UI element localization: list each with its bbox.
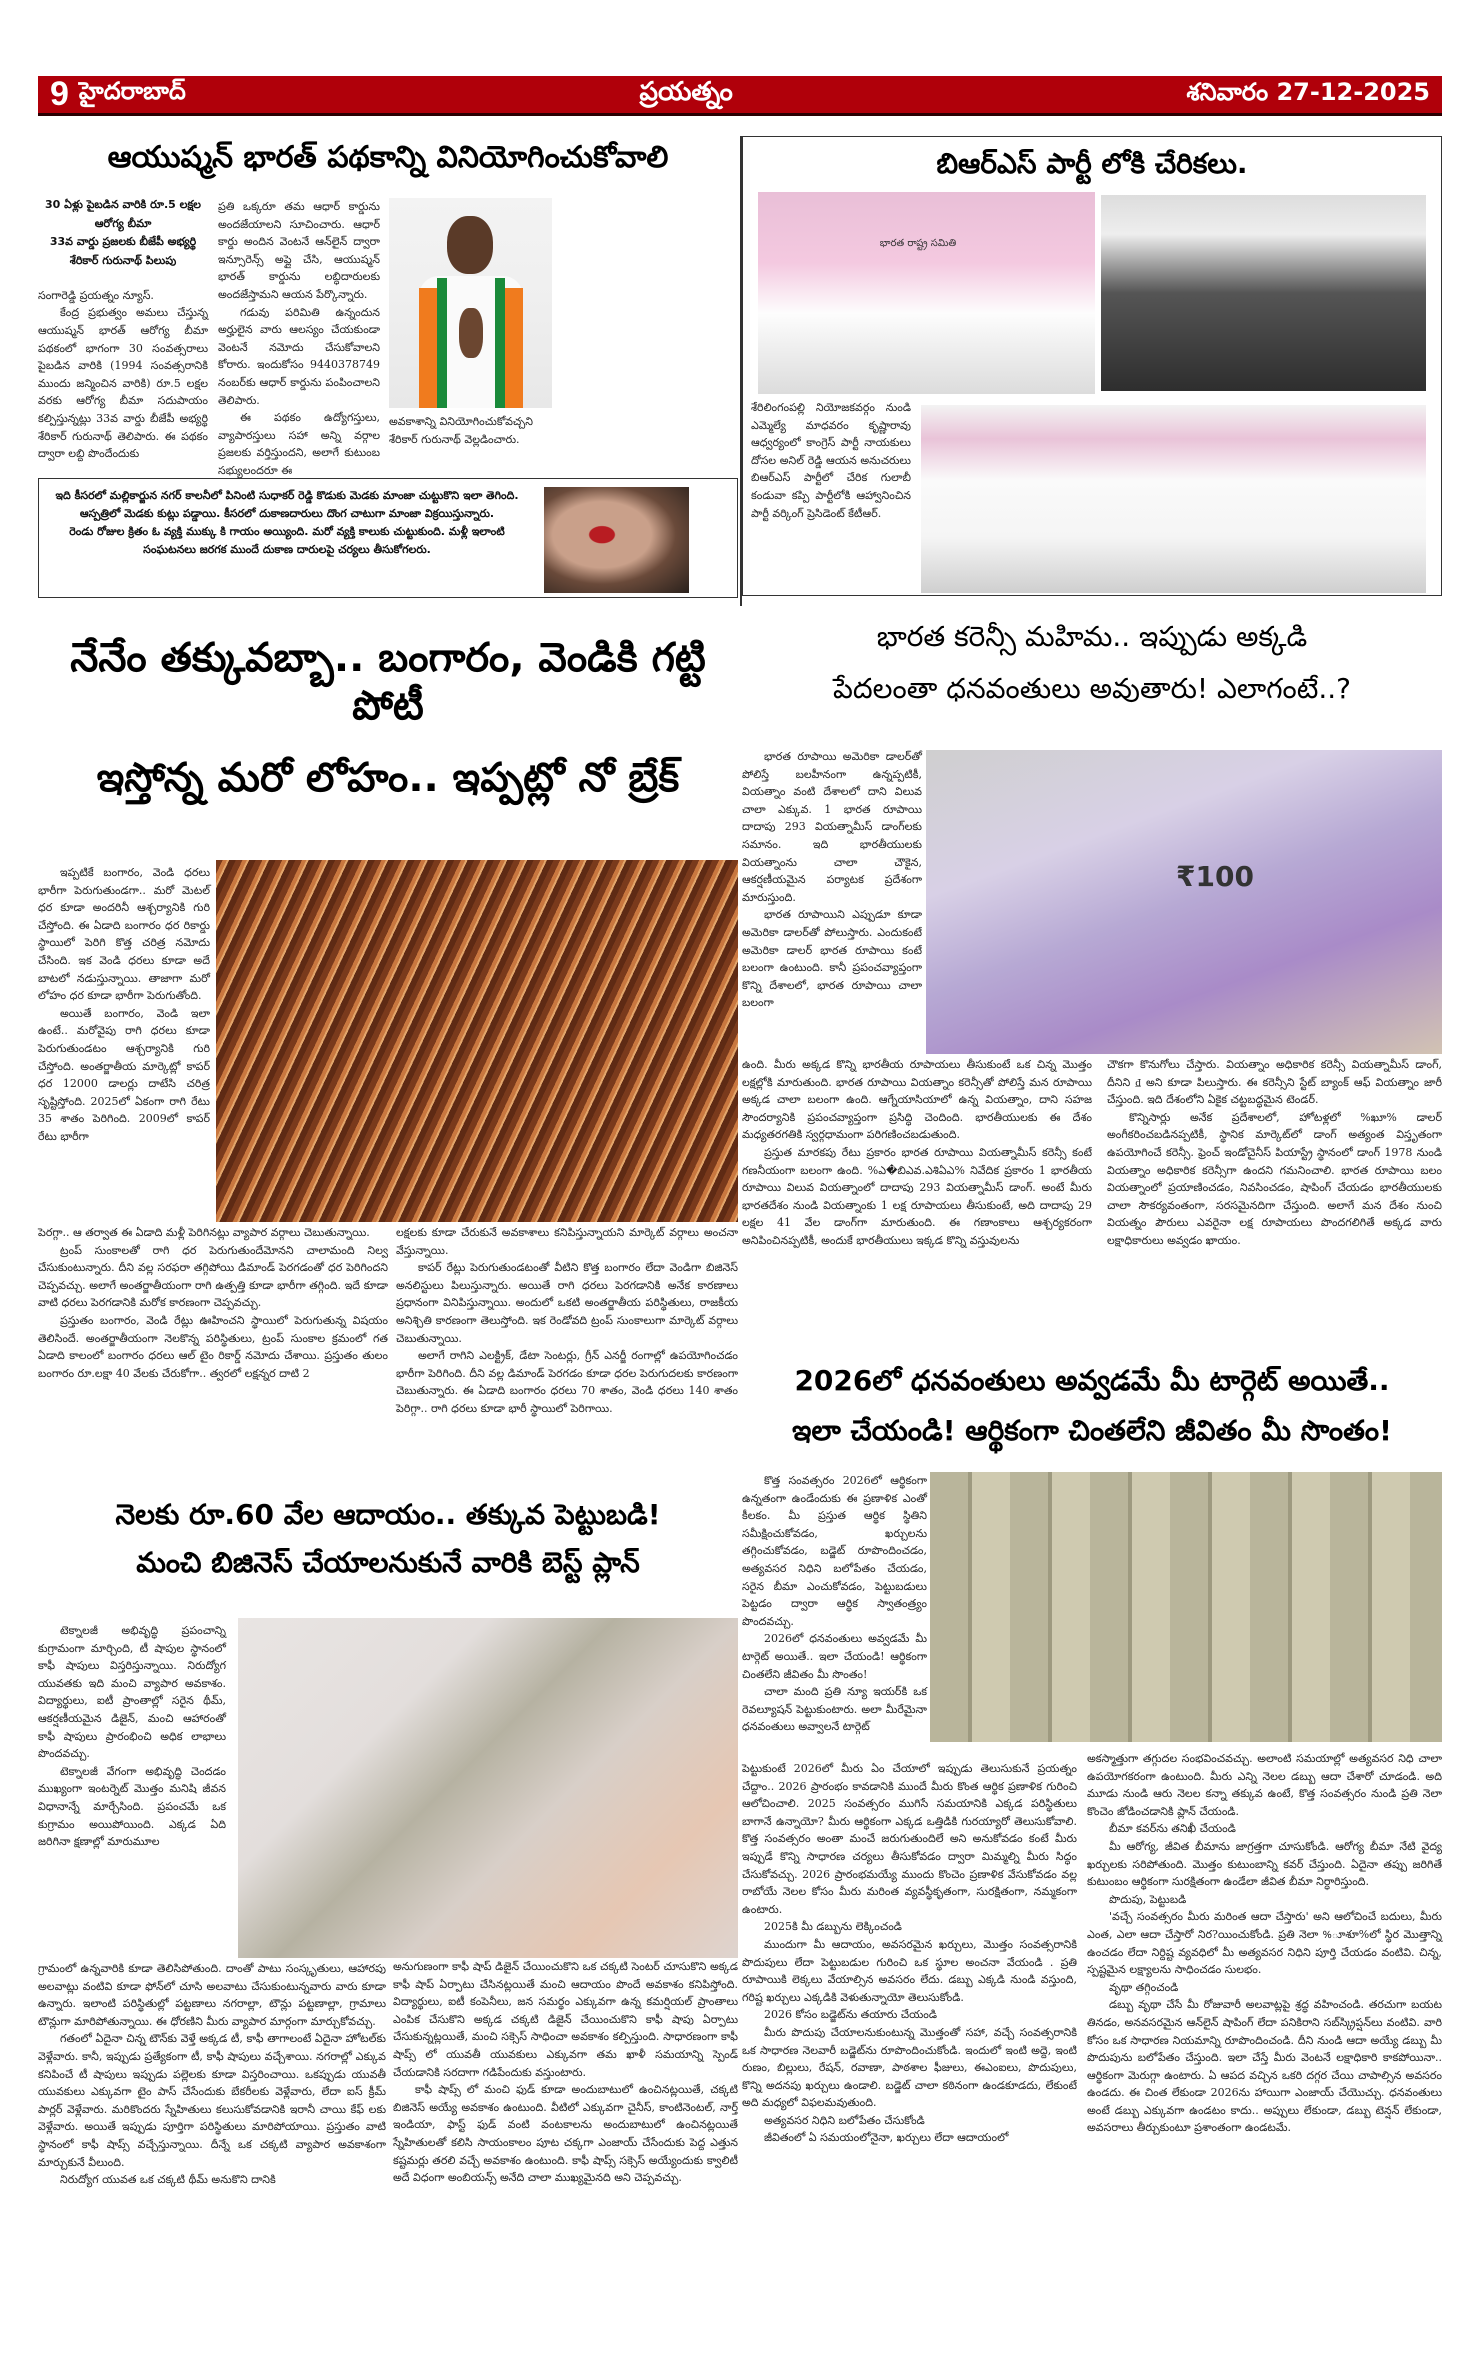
column-wide-right: లక్షలకు కూడా చేరుకునే అవకాశాలు కనిపిస్తున్నాయని మార్కెట్ వర్గాలు అంచనా వేస్తున్నాయి. కాపర్ రేట్లు పెరుగుతుండటంతో వీటిని కొత్త బంగారం లేదా వెండిగా బిజినెస్ అనలిస్టులు పిలుస్తున్నారు. అయితే రాగి ధరలు పెరగడానికి అనేక కారణాలు ప్రధానంగా వినిపిస్తున్నాయి. అందులో ఒకటి అంతర్జాతీయ పరిస్థితులు, రాజకీయ అనిశ్చితి కారణంగా తెలుస్తోంది. ఇక రెండోవది ట్రంప్ సుంకాలుగా మార్కెట్ వర్గాలు చెబుతున్నాయి. అలాగే రాగిని ఎలక్ట్రిక్, డేటా సెంటర్లు, గ్రీన్ ఎనర్జీ రంగాల్లో ఉపయోగించడం భారీగా పెరిగింది. దీని వల్ల డిమాండ్ పెరగడం కూడా ధరల పెరుగుదలకు కారణంగా చెబుతున్నారు. ఈ ఏడాది బంగారం ధరలు 70 శాతం, వెండి ధరలు 140 శాతం పెరిగ్గా.. రాగి ధరలు కూడా భారీ స్థాయిలో పెరిగాయి. xyxy=(396,1226,738,1415)
article-manja-box xyxy=(38,478,738,598)
article-currency xyxy=(742,608,1442,1348)
note-denomination: ₹100 xyxy=(1176,860,1254,893)
manja-text: ఇది కీసరలో మల్లికార్జున నగర్ కాలనీలో పినింటి సుధాకర్ రెడ్డి కొడుకు మెడకు మాంజా చుట్టుకొని ఇలా తెగింది. ఆస్పత్రిలో మెడకు కుట్లు పడ్డాయి. కీసరలో దుకాణదారులు దొంగ చాటుగా మాంజా విక్రయిస్తున్నారు. రెండు రోజుల క్రితం ఓ వ్యక్తి ముక్కు కి గాయం అయ్యింది. మరో వ్యక్తి కాలుకు చుట్టుకుంది. మళ్లీ ఇలాంటి సంఘటనలు జరగక ముందే దుకాణ దారులపై చర్యలు తీసుకోగలరు. xyxy=(55,489,519,557)
subhead-line: ఆరోగ్య బీమా xyxy=(94,216,152,230)
headline-line-2: ఇలా చేయండి! ఆర్థికంగా చింతలేని జీవితం మీ సొంతం! xyxy=(792,1413,1392,1447)
page-number: 9 xyxy=(50,75,69,113)
candidate-photo xyxy=(389,198,552,408)
subhead-line: 33వ వార్డు ప్రజలకు బీజేపీ అభ్యర్థి xyxy=(49,235,197,249)
copper-wire-photo xyxy=(216,860,738,1222)
masthead xyxy=(38,76,1442,116)
headline-line-2: మంచి బిజినెస్ చేయాలనుకునే వారికి బెస్ట్ ప్లాన్ xyxy=(136,1545,640,1579)
event-photo-3 xyxy=(921,405,1426,593)
headline-line-1: నెలకు రూ.60 వేల ఆదాయం.. తక్కువ పెట్టుబడి! xyxy=(115,1498,661,1531)
column-2: ప్రతి ఒక్కరూ తమ ఆధార్ కార్డును అందజేయాలని సూచించారు. ఆధార్ కార్డు అందిన వెంటనే ఆన్‌లైన్ ద్వారా ఇన్సూరెన్స్ అప్లై చేసి, ఆయుష్మన్ భారత్ కార్డును లబ్ధిదారులకు అందజేస్తామని ఆయన పేర్కొన్నారు. గడువు పరిమితి ఉన్నందున అర్హులైన వారు ఆలస్యం చేయకుండా వెంటనే నమోదు చేసుకోవాలని కోరారు. ఇందుకోసం 9440378749 నంబర్‌కు ఆధార్ కార్డును పంపించాలని తెలిపారు. ఈ పథకం ఉద్యోగస్తులు, వ్యాపారస్తులు సహా అన్ని వర్గాల ప్రజలకు వర్తిస్తుందని, అలాగే కుటుంబ సభ్యులందరూ ఈ xyxy=(218,200,380,477)
headline-line-1: భారత కరెన్సీ మహిమ.. ఇప్పుడు అక్కడి xyxy=(876,620,1308,653)
column-wide-right: అకస్మాత్తుగా తగ్గుదల సంభవించవచ్చు. అలాంటి సమయాల్లో అత్యవసర నిధి చాలా ఉపయోగకరంగా ఉంటుంది. మీరు ఎన్ని నెలల డబ్బు ఆదా చేశారో చూడండి. అది మూడు నుండి ఆరు నెలల కన్నా తక్కువ ఉంటే, కొత్త సంవత్సరం నుండి ప్రతి నెలా కొంచెం జోడించడానికి ప్లాన్ చేయండి. బీమా కవర్‌ను తనిఖీ చేయండి మీ ఆరోగ్య, జీవిత బీమాను జాగ్రత్తగా చూసుకోండి. ఆరోగ్య బీమా నేటి వైద్య ఖర్చులకు సరిపోతుంది. మొత్తం కుటుంబాన్ని కవర్ చేస్తుంది. ఏదైనా తప్పు జరిగితే కుటుంబం ఆర్థికంగా సురక్షితంగా ఉండేలా జీవిత బీమా నిర్ధారిస్తుంది. పొదుపు, పెట్టుబడి 'వచ్చే సంవత్సరం మీరు మరింత ఆదా చేస్తారు' అని ఆలోచించే బదులు, మీరు ఎంత, ఎలా ఆదా చేస్తారో నిర?యించుకోండి. ప్రతి నెలా %ూశూ%లో స్థిర మొత్తాన్ని ఉంచడం లేదా నిర్దిష్ట వ్యవధిలో మీ అత్యవసర నిధిని పూర్తి చేయడం వంటివి. చిన్న, స్పష్టమైన లక్ష్యాలను సాధించడం సులభం. వృథా తగ్గించండి డబ్బు వృథా చేసే మీ రోజువారీ అలవాట్లపై శ్రద్ధ వహించండి. తరచుగా బయట తినడం, అనవసరమైన ఆన్‌లైన్ షాపింగ్ లేదా పనికిరాని సబ్‌స్క్రిప్షన్‌లు వంటివి. వారి కోసం ఒక సాధారణ నియమాన్ని రూపొందించండి. దీని నుండి ఆదా అయ్యే డబ్బు మీ పొదుపును బలోపేతం చేస్తుంది. ఇలా చేస్తే మీరు వెంటనే లక్షాధికారి కాకపోయినా.. ఆర్థికంగా మెరుగ్గా ఉంటారు. ఏ ఆపద వచ్చిన ఒకరి దగ్గర చేయి చాపాల్సిన అవసరం ఉండదు. ఈ చింత లేకుండా 2026ను హాయిగా ఎంజాయ్ చేయొచ్చు. ధనవంతులు అంటే డబ్బు ఎక్కువగా ఉండటం కాదు.. అప్పులు లేకుండా, డబ్బు టెన్షన్ లేకుండా, అవసరాలు తీర్చుకుంటూ ప్రశాంతంగా ఉండటమే. xyxy=(1087,1752,1442,2135)
column-wide-right: చౌకగా కొనుగోలు చేస్తారు. వియత్నాం అధికారిక కరెన్సీ వియత్నామీస్ డాంగ్, దీనిని ₫ అని కూడా పిలుస్తారు. ఈ కరెన్సీని స్టేట్ బ్యాంక్ ఆఫ్ వియత్నాం జారీ చేస్తుంది. ఇది దేశంలోని ఏకైక చట్టబద్ధమైన టెండర్. కొన్నిసార్లు అనేక ప్రదేశాలలో, హోటళ్లలో %ఖూ% డాలర్ అంగీకరించబడినప్పటికీ, స్థానిక మార్కెట్‌లో డాంగ్ అత్యంత విస్తృతంగా ఉపయోగించే కరెన్సీ. ఫ్రెంచ్ ఇండోచైనీస్ పియాస్ట్రే స్థానంలో డాంగ్ 1978 నుండి వియత్నాం అధికారిక కరెన్సీగా ఉందని గమనించాలి. భారత రూపాయి బలం వియత్నాంలో ప్రయాణించడం, నివసించడం, షాపింగ్ చేయడం భారతీయులకు చాలా సౌకర్యవంతంగా, సరసమైనదిగా చేస్తుంది. అలాగే మన దేశం నుంచి వియత్నం పౌరులు ఎవరైనా లక్ష రూపాయలు పొందగలిగితే అక్కడ వారు లక్షాధికారులు అవ్వడం ఖాయం. xyxy=(1107,1058,1442,1247)
column-left: భారత రూపాయి అమెరికా డాలర్‌తో పోలిస్తే బలహీనంగా ఉన్నప్పటికీ, వియత్నాం వంటి దేశాలలో దాని విలువ చాలా ఎక్కువ. 1 భారత రూపాయి దాదాపు 293 వియత్నామీస్ డాంగ్‌లకు సమానం. ఇది భారతీయులకు వియత్నాంను చాలా చౌకైన, ఆకర్షణీయమైన పర్యాటక ప్రదేశంగా మారుస్తుంది. భారత రూపాయిని ఎప్పుడూ కూడా అమెరికా డాలర్‌తో పోలుస్తారు. ఎందుకంటే అమెరికా డాలర్ భారత రూపాయి కంటే బలంగా ఉంటుంది. కానీ ప్రపంచవ్యాప్తంగా కొన్ని దేశాలలో, భారత రూపాయి చాలా బలంగా xyxy=(742,750,922,1010)
photo-caption: అవకాశాన్ని వినియోగించుకోవచ్చని శేరికార్ గురునాథ్ వెల్లడించారు. xyxy=(389,415,533,446)
column-left: టెక్నాలజీ అభివృద్ధి ప్రపంచాన్ని కుగ్రామంగా మార్చింది, టీ షాపుల స్థానంలో కాఫీ షాపులు విస్తరిస్తున్నాయి. నిరుద్యోగ యువతకు ఇది మంచి వ్యాపార అవకాశం. విద్యార్థులు, ఐటీ ప్రాంతాల్లో సరైన థీమ్, ఆకర్షణీయమైన డిజైన్, మంచి ఆహారంతో కాఫీ షాపులు ప్రారంభించి అధిక లాభాలు పొందవచ్చు. టెక్నాలజీ వేగంగా అభివృద్ధి చెందడం ముఖ్యంగా ఇంటర్నెట్ మొత్తం మనిషి జీవన విధానాన్నే మార్చేసింది. ప్రపంచమే ఒక కుగ్రామం అయిపోయింది. ఎక్కడ ఏది జరిగినా క్షణాల్లో మారుమూల xyxy=(38,1624,226,1849)
article-target-2026 xyxy=(742,1360,1442,2360)
subhead-line: 30 ఏళ్లు పైబడిన వారికి రూ.5 లక్షల xyxy=(44,198,201,211)
cash-in-hand-photo xyxy=(238,1618,738,1958)
headline-line-1: నేనేం తక్కువబ్బా.. బంగారం, వెండికి గట్టి పోటీ xyxy=(70,635,706,729)
article-coffee-shop xyxy=(38,1490,738,2360)
headline-line-2: ఇస్తోన్న మరో లోహం.. ఇప్పట్లో నో బ్రేక్ xyxy=(96,755,680,801)
body-text: కేంద్ర ప్రభుత్వం అమలు చేస్తున్న ఆయుష్మన్ భారత్ ఆరోగ్య బీమా పథకంలో భాగంగా 30 సంవత్సరాలు పైబడిన వారికి (1994 సంవత్సరానికి ముందు జన్మించిన వారికి) రూ.5 లక్షల వరకు ఆరోగ్య బీమా సదుపాయం కల్పిస్తున్నట్లు 33వ వార్డు బీజేపీ అభ్యర్థి శేరికార్ గురునాథ్ తెలిపారు. ఈ పథకం ద్వారా లబ్ది పొందేందుకు xyxy=(38,306,208,461)
dateline: సంగారెడ్డి ప్రయత్నం న్యూస్. xyxy=(38,288,154,302)
column-wide-left: గ్రామంలో ఉన్నవారికి కూడా తెలిసిపోతుంది. దాంతో పాటు సంస్కృతులు, ఆహారపు అలవాట్లు వంటివి కూడా ఫోన్‌లో చూసి అలవాటు చేసుకుంటున్నవారు వారు కూడా ఉన్నారు. ఇలాంటి పరిస్థితుల్లో పట్టణాలు నగరాల్లా, టౌన్లు పట్టణాల్లా, గ్రామాలు టౌన్లుగా మారిపోతున్నాయి. ఈ ధోరణిని మీరు వ్యాపార మార్గంగా మార్చుకోవచ్చు. గతంలో ఏదైనా చిన్న టౌన్‌కు వెళ్తే అక్కడ టీ, కాఫీ తాగాలంటే ఏదైనా హోటల్‌కు వెళ్లేవారు. కానీ, ఇప్పుడు ప్రత్యేకంగా టీ, కాఫీ షాపులు వచ్చేశాయి. నగరాల్లో ఎక్కువ కనిపించే టీ షాపులు ఇప్పుడు పల్లెలకు కూడా విస్తరించాయి. ఒకప్పుడు యువతీ యువకులు ఎక్కువగా టైం పాస్ చేసేందుకు బేకరీలకు వెళ్లేవారు, లేదా ఐస్ క్రీమ్ పార్లర్ వెళ్లేవారు. మరికొందరు స్నేహితులు కలుసుకోవడానికి ఇరానీ చాయి కేఫ్ లకు వెళ్లేవారు. అయితే ఇప్పుడు పూర్తిగా పరిస్థితులు మారిపోయాయి. ప్రస్తుతం వాటి స్థానంలో కాఫీ షాప్స్ వచ్చేస్తున్నాయి. దీన్నే ఒక చక్కటి వ్యాపార అవకాశంగా మార్చుకునే వీలుంది. నిరుద్యోగ యువత ఒక చక్కటి థీమ్ అనుకొని దానికి xyxy=(38,1962,386,2187)
injury-photo xyxy=(544,487,689,593)
event-photo-2 xyxy=(1101,195,1426,391)
headline-line-2: పేదలంతా ధనవంతులు అవుతారు! ఎలాగంటే..? xyxy=(832,671,1352,705)
edition-city: హైదరాబాద్ xyxy=(78,78,186,105)
headline-line-1: 2026లో ధనవంతులు అవ్వడమే మీ టార్గెట్ అయితే.. xyxy=(794,1364,1390,1397)
page-number-edition xyxy=(50,75,186,114)
headline: బిఆర్ఎస్ పార్టీ లోకి చేరికలు. xyxy=(936,147,1248,180)
column-left: కొత్త సంవత్సరం 2026లో ఆర్థికంగా ఉన్నతంగా ఉండేందుకు ఈ ప్రణాళిక ఎంతో కీలకం. మీ ప్రస్తుత ఆర్థిక స్థితిని సమీక్షించుకోవడం, ఖర్చులను తగ్గించుకోవడం, బడ్జెట్ రూపొందించడం, అత్యవసర నిధిని బలోపేతం చేయడం, సరైన బీమా ఎంచుకోవడం, పెట్టుబడులు పెట్టడం ద్వారా ఆర్థిక స్వాతంత్ర్యం పొందవచ్చు. 2026లో ధనవంతులు అవ్వడమే మీ టార్గెట్ అయితే.. ఇలా చేయండి! ఆర్థికంగా చింతలేని జీవితం మీ సొంతం! చాలా మంది ప్రతి న్యూ ఇయర్‌కి ఒక రెవల్యూషన్ పెట్టుకుంటారు. అలా మీరేమైనా ధనవంతులు అవ్వాలనే టార్గెట్ xyxy=(742,1474,927,1734)
subhead-line: శేరికార్ గురునాథ్ పిలుపు xyxy=(69,254,177,268)
caption: శేరిలింగంపల్లి నియోజకవర్గం నుండి ఎమ్మెల్యే మాధవరం కృష్ణారావు ఆధ్వర్యంలో కాంగ్రెస్ పార్టీ నాయకులు దోసల అనిల్ రెడ్డి ఆయన అనుచరులు బిఆర్ఎస్ పార్టీలో చేరిక గులాబీ కండువా కప్పి పార్టీలోకి ఆహ్వానించిన పార్టీ వర్కింగ్ ప్రెసిడెంట్ కేటీఆర్. xyxy=(751,401,911,520)
cash-bundles-photo xyxy=(930,1472,1442,1742)
column-wide-left: పెరగ్గా.. ఆ తర్వాత ఈ ఏడాది మళ్లీ పెరిగినట్లు వ్యాపార వర్గాలు చెబుతున్నాయి. ట్రంప్ సుంకాలతో రాగి ధర పెరుగుతుందేమోనని చాలామంది నిల్వ చేసుకుంటున్నారు. దీని వల్ల సరఫరా తగ్గిపోయి డిమాండ్ పెరగడంతో ధర పెరిగిందని చెప్పవచ్చు. అలాగే అంతర్జాతీయంగా రాగి ఉత్పత్తి కూడా భారీగా తగ్గింది. ఇదే కూడా వాటి ధరలు పెరగడానికి మరోక కారణంగా చెప్పవచ్చు. ప్రస్తుతం బంగారం, వెండి రేట్లు ఊహించని స్థాయిలో పెరుగుతున్న విషయం తెలిసిందే. అంతర్జాతీయంగా నెలకొన్న పరిస్థితులు, ట్రంప్ సుంకాల క్రమంలో గత ఏడాది కాలంలో బంగారం ధరలు ఆల్ టైం రికార్డ్ నమోదు చేశాయి. ప్రస్తుతం తులం బంగారం రూ.లక్షా 40 వేలకు చేరుకోగా.. త్వరలో లక్షన్నర దాటి 2 xyxy=(38,1226,388,1380)
article-brs-box xyxy=(742,136,1442,596)
column-wide-left: పెట్టుకుంటే 2026లో మీరు ఏం చేయాలో ఇప్పుడు తెలుసుకునే ప్రయత్నం చేద్దాం.. 2026 ప్రారంభం కావడానికి ముందే మీరు కొంత ఆర్థిక ప్రణాళిక గురించి ఆలోచించాలి. 2025 సంవత్సరం ముగిసే సమయానికి ఎక్కడ పరిస్థితులు బాగానే ఉన్నాయో? మీరు ఆర్థికంగా ఎక్కడ ఒత్తిడికి గురయ్యారో తెలుసుకోవాలి. కొత్త సంవత్సరం అంతా మంచే జరుగుతుందిలే అని అనుకోవడం కంటే మీరు ఇప్పుడే కొన్ని సాధారణ చర్యలు తీసుకోవడం ద్వారా మిమ్మల్ని మీరు సిద్ధం చేసుకోవచ్చు. 2026 ప్రారంభమయ్యే ముందు కొంచెం ప్రణాళిక వేసుకోవడం వల్ల రాబోయే నెలల కోసం మీరు మరింత వ్యవస్థీకృతంగా, సురక్షితంగా, నమ్మకంగా ఉంటారు. 2025కి మీ డబ్బును లెక్కించండి ముందుగా మీ ఆదాయం, అవసరమైన ఖర్చులు, మొత్తం సంవత్సరానికి పొదుపులు లేదా పెట్టుబడుల గురించి ఒక స్థూల అంచనా వేయండి . ప్రతి రూపాయికి లెక్కలు వేయాల్సిన అవసరం లేదు. డబ్బు ఎక్కడి నుండి వస్తుంది, గరిష్ట ఖర్చులు ఎక్కడికి వెళుతున్నాయో తెలుసుకోండి. 2026 కోసం బడ్జెట్‌ను తయారు చేయండి మీరు పొదుపు చేయాలనుకుంటున్న మొత్తంతో సహా, వచ్చే సంవత్సరానికి ఒక సాధారణ నెలవారీ బడ్జెట్‌ను రూపొందించుకోండి. ఇందులో ఇంటి అద్దె, ఇంటి రుణం, బిల్లులు, రేషన్, రవాణా, పాఠశాల ఫీజులు, ఈఎంఐలు, పొదుపులు, కొన్ని అదనపు ఖర్చులు ఉండాలి. బడ్జెట్ చాలా కఠినంగా ఉండకూడదు, లేకుంటే అది మధ్యలో విఫలమవుతుంది. అత్యవసర నిధిని బలోపేతం చేసుకోండి జీవితంలో ఏ సమయంలోనైనా, ఖర్చులు లేదా ఆదాయంలో xyxy=(742,1762,1077,2145)
column-wide-right: అనుగుణంగా కాఫీ షాప్ డిజైన్ చేయించుకొని ఒక చక్కటి సెంటర్ చూసుకొని అక్కడ కాఫీ షాప్ ఏర్పాటు చేసినట్లయితే మంచి ఆదాయం పొందే అవకాశం కనిపిస్తోంది. విద్యార్థులు, ఐటీ కంపెనీలు, జన సమర్థం ఎక్కువగా ఉన్న కమర్షియల్ ప్రాంతాలు ఎంపిక చేసుకొని అక్కడ చక్కటి డిజైన్ చేయించుకొని కాఫీ షాపు ఏర్పాటు చేసుకున్నట్లయితే, మంచి సక్సెస్ సాధించా అవకాశం కల్పిస్తుంది. సాధారణంగా కాఫీ షాప్స్ లో యువతీ యువకులు ఎక్కువగా తమ ఖాళీ సమయాన్ని స్పెండ్ చేయడానికి సరదాగా గడిపేందుకు వస్తుంటారు. కాఫీ షాప్స్ లో మంచి ఫుడ్ కూడా అందుబాటులో ఉంచినట్లయితే, చక్కటి బిజినెస్ అయ్యే అవకాశం ఉంటుంది. వీటిలో ఎక్కువగా చైనీస్, కాంటినెంటల్, నార్త్ ఇండియా, ఫాస్ట్ ఫుడ్ వంటి వంటకాలను అందుబాటులో ఉంచినట్లయితే స్నేహితులతో కలిసి సాయంకాలం పూట చక్కగా ఎంజాయ్ చేసేందుకు పెద్ద ఎత్తున కష్టమర్లు తరలి వచ్చే అవకాశం ఉంటుంది. కాఫీ షాప్స్ సక్సెస్ అయ్యేందుకు క్వాలిటీ అదే విధంగా అంబియన్స్ అనేది చాలా ముఖ్యమైనది అని చెప్పవచ్చు. xyxy=(393,1960,738,2185)
article-ayushman xyxy=(38,138,738,478)
article-copper xyxy=(38,612,738,1472)
rupee-notes-photo xyxy=(926,750,1442,1054)
newspaper-brand: ప్రయత్నం xyxy=(639,76,733,107)
column-left: ఇప్పటికే బంగారం, వెండి ధరలు భారీగా పెరుగుతుండగా.. మరో మెటల్ ధర కూడా అందరినీ ఆశ్చర్యానికి గురి చేస్తోంది. ఈ ఏడాది బంగారం ధర రికార్డు స్థాయిలో పెరిగి కొత్త చరిత్ర నమోదు చేసింది. ఇక వెండి ధరలు కూడా అదే బాటలో నడుస్తున్నాయి. తాజాగా మరో లోహం ధర కూడా భారీగా పెరుగుతోంది. అయితే బంగారం, వెండి ఇలా ఉంటే.. మరోవైపు రాగి ధరలు కూడా పెరుగుతుండటం ఆశ్చర్యానికి గురి చేస్తోంది. అంతర్జాతీయ మార్కెట్లో కాపర్ ధర 12000 డాలర్లు దాటేసి చరిత్ర సృష్టిస్తోంది. 2025లో ఏకంగా రాగి రేటు 35 శాతం పెరిగింది. 2009లో కాపర్ రేటు భారీగా xyxy=(38,866,210,1143)
banner-text: భారత రాష్ట్ర సమితి xyxy=(879,238,957,249)
event-photo-1 xyxy=(758,192,1095,394)
issue-date: శనివారం 27-12-2025 xyxy=(1186,77,1430,106)
column-1 xyxy=(38,196,208,463)
column-wide-left: ఉంది. మీరు అక్కడ కొన్ని భారతీయ రూపాయలు తీసుకుంటే ఒక చిన్న మొత్తం లక్షల్లోకి మారుతుంది. భారత రూపాయి వియత్నాం కరెన్సీతో పోలిస్తే మన రూపాయి అక్కడ చాలా బలంగా ఉంది. ఆగ్నేయాసియాలో ఉన్న వియత్నాం, దాని సహజ సౌందర్యానికి ప్రపంచవ్యాప్తంగా ప్రసిద్ధి చెందింది. భారతీయులకు ఈ దేశం మధ్యతరగతికి స్వర్గధామంగా పరిగణించబడుతుంది. ప్రస్తుత మారకపు రేటు ప్రకారం భారత రూపాయి వియత్నామీస్ కరెన్సీ కంటే గణనీయంగా బలంగా ఉంది. %ఎ�బిఎవ.ఎశిఏఎ% నివేదిక ప్రకారం 1 భారతీయ రూపాయి విలువ వియత్నాంలో దాదాపు 293 వియత్నామీస్ డాంగ్. అంటే మీరు భారతదేశం నుండి వియత్నాంకు 1 లక్ష రూపాయలు తీసుకుంటే, అది దాదాపు 29 లక్షల 41 వేల డాంగ్‌గా మారుతుంది. ఈ గణాంకాలు ఆశ్చర్యకరంగా అనిపించినప్పటికీ, అందుకే భారతీయులు ఇక్కడ కొన్ని వస్తువులను xyxy=(742,1058,1092,1247)
headline: ఆయుష్మన్ భారత్ పథకాన్ని వినియోగించుకోవాలి xyxy=(107,140,669,175)
